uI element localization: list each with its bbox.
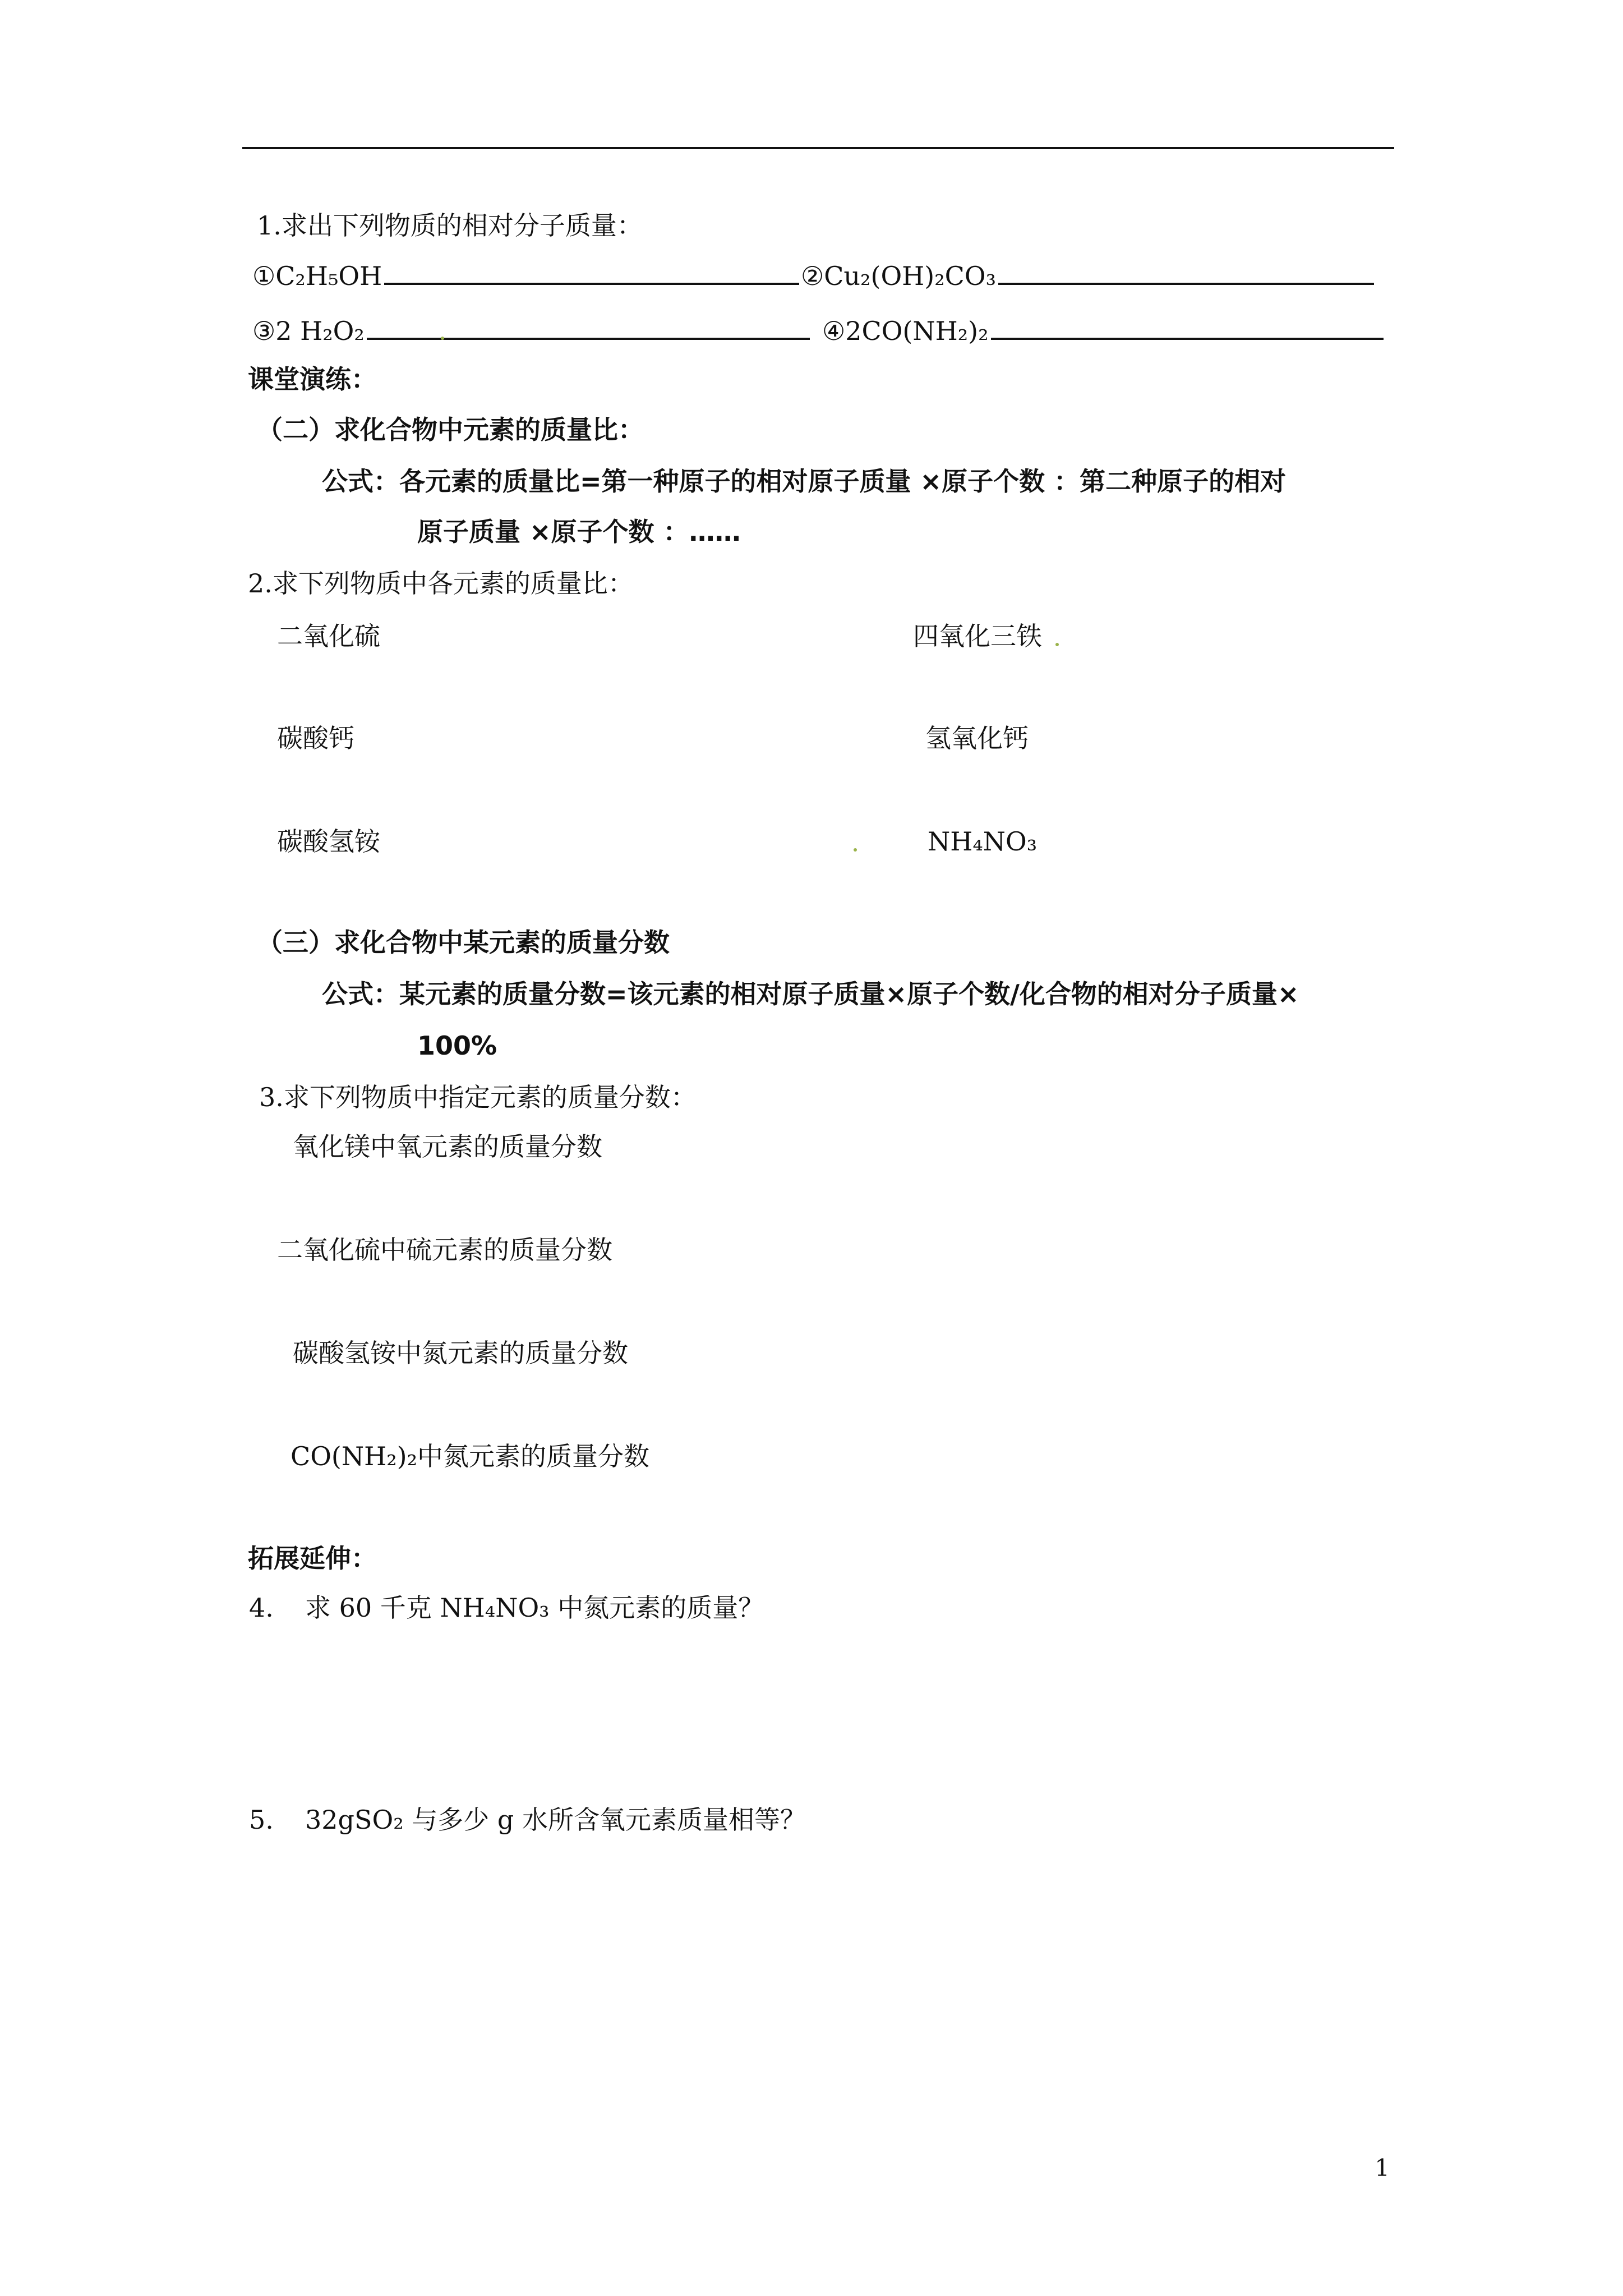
section2-formula-line1: 公式：各元素的质量比=第一种原子的相对原子质量 ×原子个数 ：第二种原子的相对 bbox=[322, 466, 1287, 496]
q1-item-d-label: ④2CO(NH₂)₂ bbox=[822, 316, 989, 346]
section-extension-heading: 拓展延伸： bbox=[248, 1543, 377, 1573]
section3-heading: （三）求化合物中某元素的质量分数 bbox=[257, 927, 670, 958]
q3-item: 二氧化硫中硫元素的质量分数 bbox=[277, 1235, 612, 1265]
header-rule bbox=[242, 147, 1394, 149]
q4-number: 4. bbox=[249, 1593, 274, 1623]
q2-title: 2.求下列物质中各元素的质量比： bbox=[248, 568, 634, 599]
q4-text: 求 60 千克 NH₄NO₃ 中氮元素的质量？ bbox=[305, 1593, 764, 1623]
q3-item: 氧化镁中氧元素的质量分数 bbox=[293, 1131, 602, 1162]
q3-title: 3.求下列物质中指定元素的质量分数： bbox=[259, 1082, 697, 1112]
q2-item: 氢氧化钙 bbox=[925, 723, 1029, 753]
q1-item-b bbox=[801, 259, 1374, 293]
q2-item: 碳酸钙 bbox=[277, 723, 354, 753]
answer-blank[interactable] bbox=[998, 259, 1374, 285]
answer-blank[interactable] bbox=[367, 314, 810, 340]
q1-item-c-label: ③2 H₂O₂ bbox=[252, 316, 365, 346]
section3-formula-line1: 公式：某元素的质量分数=该元素的相对原子质量×原子个数/化合物的相对分子质量× bbox=[322, 979, 1299, 1009]
section-practice-heading: 课堂演练： bbox=[248, 364, 377, 394]
answer-blank[interactable] bbox=[991, 314, 1384, 340]
speck-mark bbox=[854, 848, 857, 852]
q1-item-a-label: ①C₂H₅OH bbox=[252, 261, 382, 291]
q1-item-b-label: ②Cu₂(OH)₂CO₃ bbox=[801, 261, 997, 291]
q1-item-c bbox=[252, 314, 810, 348]
q5-text: 32gSO₂ 与多少 g 水所含氧元素质量相等？ bbox=[305, 1805, 806, 1835]
q2-item: 二氧化硫 bbox=[277, 621, 380, 651]
q2-item: 四氧化三铁 bbox=[913, 621, 1042, 651]
speck-mark bbox=[1055, 643, 1059, 646]
q2-item: 碳酸氢铵 bbox=[277, 826, 380, 857]
section3-formula-line2: 100% bbox=[417, 1030, 497, 1061]
q1-item-a bbox=[252, 259, 799, 293]
q1-title: 1.求出下列物质的相对分子质量： bbox=[257, 210, 643, 241]
q5-number: 5. bbox=[249, 1805, 274, 1835]
q1-item-d bbox=[822, 314, 1384, 348]
section2-formula-line2: 原子质量 ×原子个数 ：…… bbox=[417, 517, 741, 547]
answer-blank[interactable] bbox=[384, 259, 799, 285]
q2-item: NH₄NO₃ bbox=[928, 826, 1038, 857]
page-number: 1 bbox=[1375, 2154, 1390, 2182]
q3-item: 碳酸氢铵中氮元素的质量分数 bbox=[293, 1338, 628, 1368]
section2-heading: （二）求化合物中元素的质量比： bbox=[257, 415, 644, 445]
q3-item: CO(NH₂)₂中氮元素的质量分数 bbox=[291, 1441, 650, 1471]
speck-mark bbox=[441, 337, 444, 340]
